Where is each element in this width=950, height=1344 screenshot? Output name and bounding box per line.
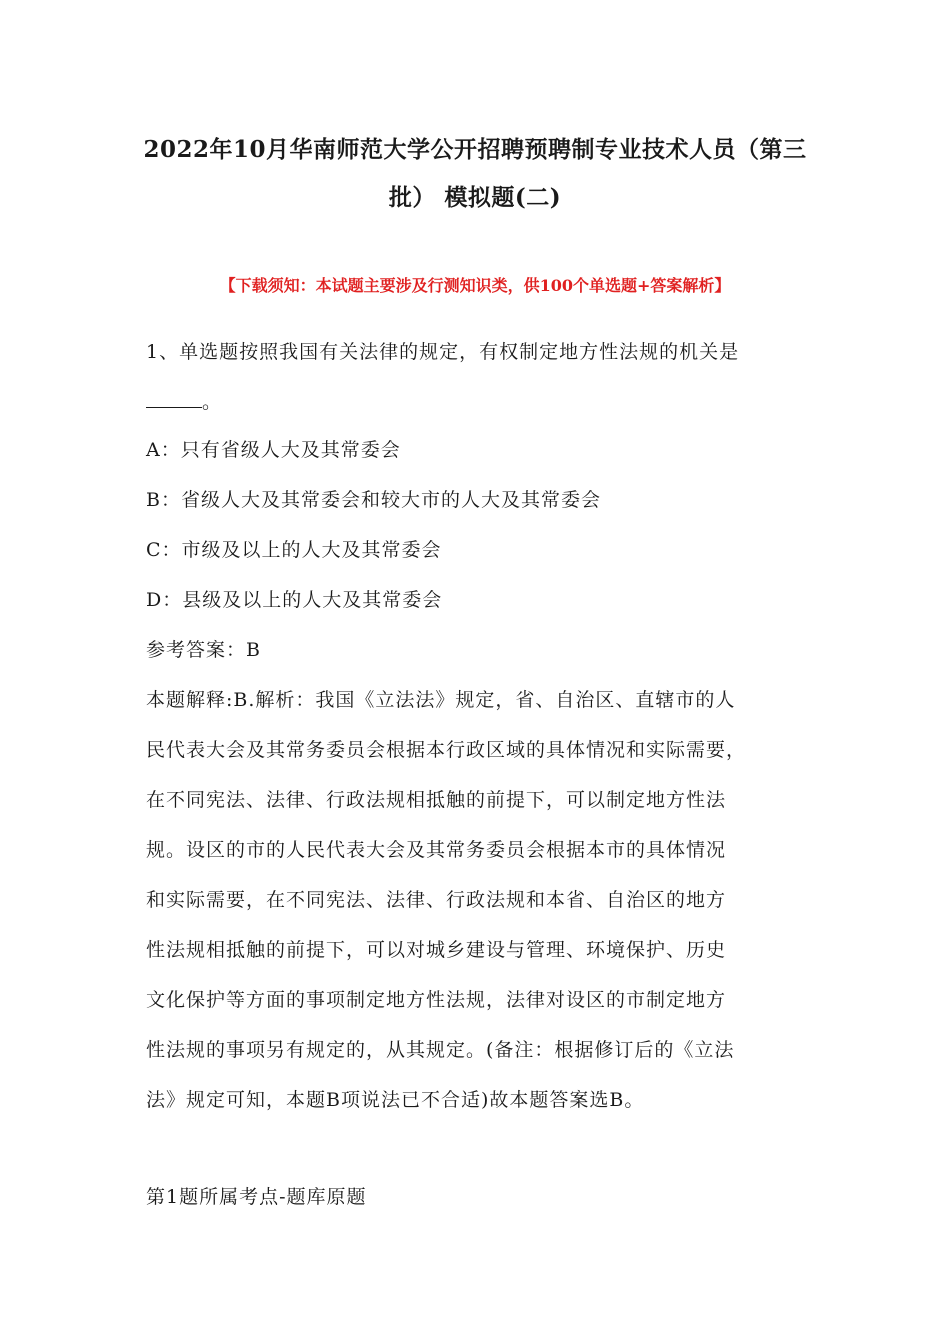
document-title bbox=[120, 126, 830, 222]
options-list bbox=[146, 425, 806, 625]
question-stem bbox=[146, 327, 806, 427]
title-line-2: 批） 模拟题(二) bbox=[388, 184, 562, 211]
reference-answer: 参考答案：B bbox=[146, 639, 261, 661]
explanation-line: 性法规的事项另有规定的，从其规定。(备注：根据修订后的《立法 bbox=[146, 1039, 735, 1061]
explanation-line: 在不同宪法、法律、行政法规相抵触的前提下，可以制定地方性法 bbox=[146, 789, 727, 811]
explanation-line: 民代表大会及其常务委员会根据本行政区域的具体情况和实际需要， bbox=[146, 739, 747, 761]
explanation bbox=[146, 675, 806, 1125]
download-notice: 【下载须知：本试题主要涉及行测知识类，供100个单选题+答案解析】 bbox=[219, 276, 731, 295]
explanation-line: 性法规相抵触的前提下，可以对城乡建设与管理、环境保护、历史 bbox=[146, 939, 727, 961]
option-a: A：只有省级人大及其常委会 bbox=[146, 439, 401, 461]
answer-blank bbox=[146, 377, 202, 408]
question-stem-blank-line bbox=[146, 377, 806, 427]
title-line-1: 2022年10月华南师范大学公开招聘预聘制专业技术人员（第三 bbox=[143, 136, 807, 163]
option-d: D：县级及以上的人大及其常委会 bbox=[146, 589, 443, 611]
explanation-line: 文化保护等方面的事项制定地方性法规，法律对设区的市制定地方 bbox=[146, 989, 727, 1011]
explanation-line: 和实际需要，在不同宪法、法律、行政法规和本省、自治区的地方 bbox=[146, 889, 727, 911]
explanation-line: 本题解释:B.解析：我国《立法法》规定，省、自治区、直辖市的人 bbox=[146, 689, 736, 711]
question-stem-line: 1、单选题按照我国有关法律的规定，有权制定地方性法规的机关是 bbox=[146, 341, 740, 363]
explanation-line: 规。设区的市的人民代表大会及其常务委员会根据本市的具体情况 bbox=[146, 839, 727, 861]
knowledge-point: 第1题所属考点-题库原题 bbox=[146, 1186, 367, 1208]
question-stem-end: 。 bbox=[202, 391, 223, 413]
explanation-line: 法》规定可知，本题B项说法已不合适)故本题答案选B。 bbox=[146, 1089, 645, 1111]
option-c: C：市级及以上的人大及其常委会 bbox=[146, 539, 442, 561]
option-b: B：省级人大及其常委会和较大市的人大及其常委会 bbox=[146, 489, 601, 511]
